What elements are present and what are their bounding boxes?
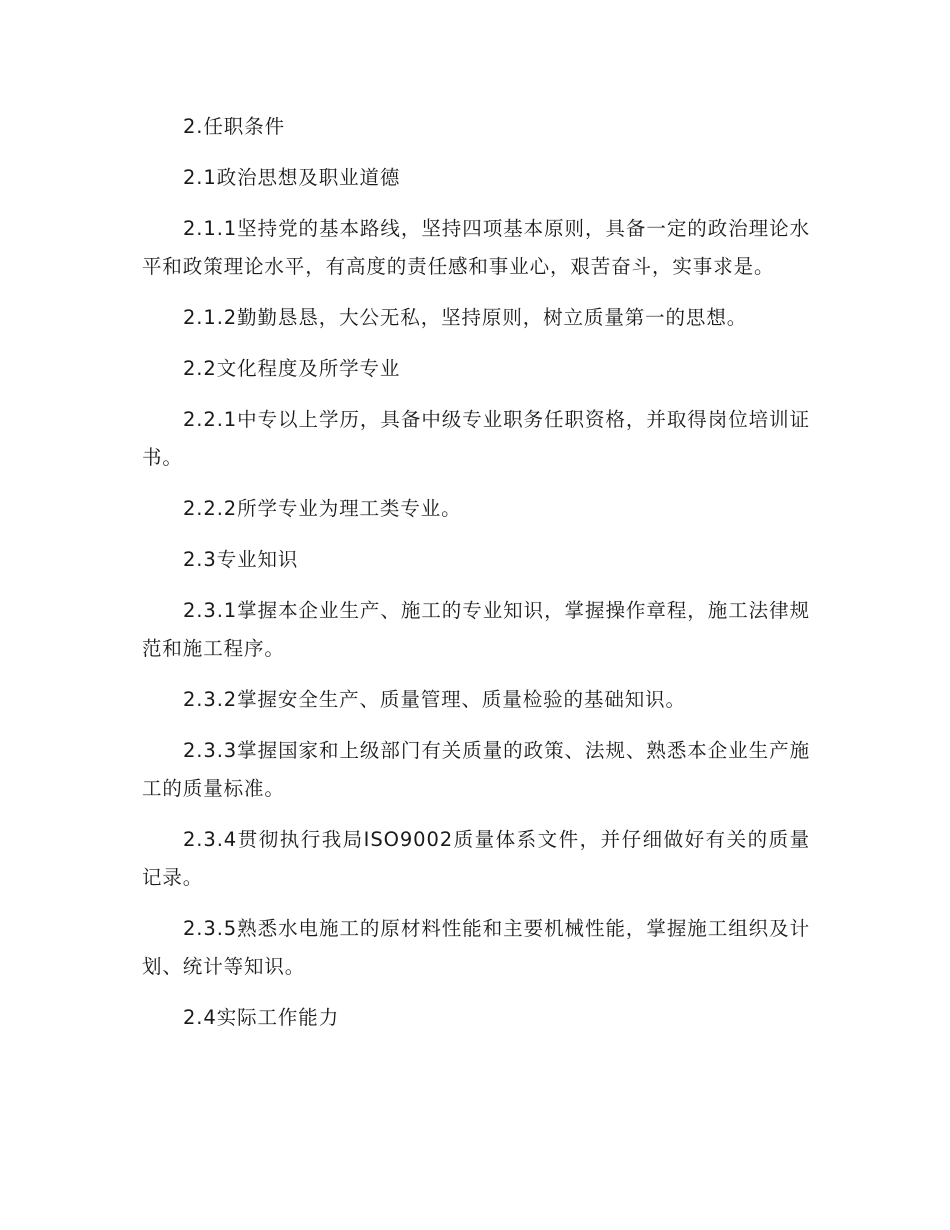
paragraph-2-3-4: 2.3.4贯彻执行我局ISO9002质量体系文件，并仔细做好有关的质量记录。	[142, 828, 810, 889]
paragraph-2-2-1: 2.2.1中专以上学历，具备中级专业职务任职资格，并取得岗位培训证书。	[142, 408, 810, 469]
paragraph-2-2-2: 2.2.2所学专业为理工类专业。	[183, 497, 462, 520]
section-heading-qualifications: 2.任职条件	[183, 115, 286, 138]
document-body	[142, 108, 810, 1050]
subsection-heading-practical-ability: 2.4实际工作能力	[183, 1006, 340, 1029]
paragraph-2-3-1: 2.3.1掌握本企业生产、施工的专业知识，掌握操作章程，施工法律规范和施工程序。	[142, 599, 810, 660]
paragraph-2-3-5: 2.3.5熟悉水电施工的原材料性能和主要机械性能，掌握施工组织及计划、统计等知识。	[142, 917, 810, 978]
subsection-heading-education: 2.2文化程度及所学专业	[183, 357, 401, 380]
paragraph-2-1-1: 2.1.1坚持党的基本路线，坚持四项基本原则，具备一定的政治理论水平和政策理论水平，有高度的责任感和事业心，艰苦奋斗，实事求是。	[142, 217, 810, 278]
paragraph-2-1-2: 2.1.2勤勤恳恳，大公无私，坚持原则，树立质量第一的思想。	[183, 306, 748, 329]
paragraph-2-3-3: 2.3.3掌握国家和上级部门有关质量的政策、法规、熟悉本企业生产施工的质量标准。	[142, 739, 810, 800]
subsection-heading-political-ethics: 2.1政治思想及职业道德	[183, 166, 401, 189]
paragraph-2-3-2: 2.3.2掌握安全生产、质量管理、质量检验的基础知识。	[183, 688, 686, 711]
subsection-heading-professional-knowledge: 2.3专业知识	[183, 548, 299, 571]
